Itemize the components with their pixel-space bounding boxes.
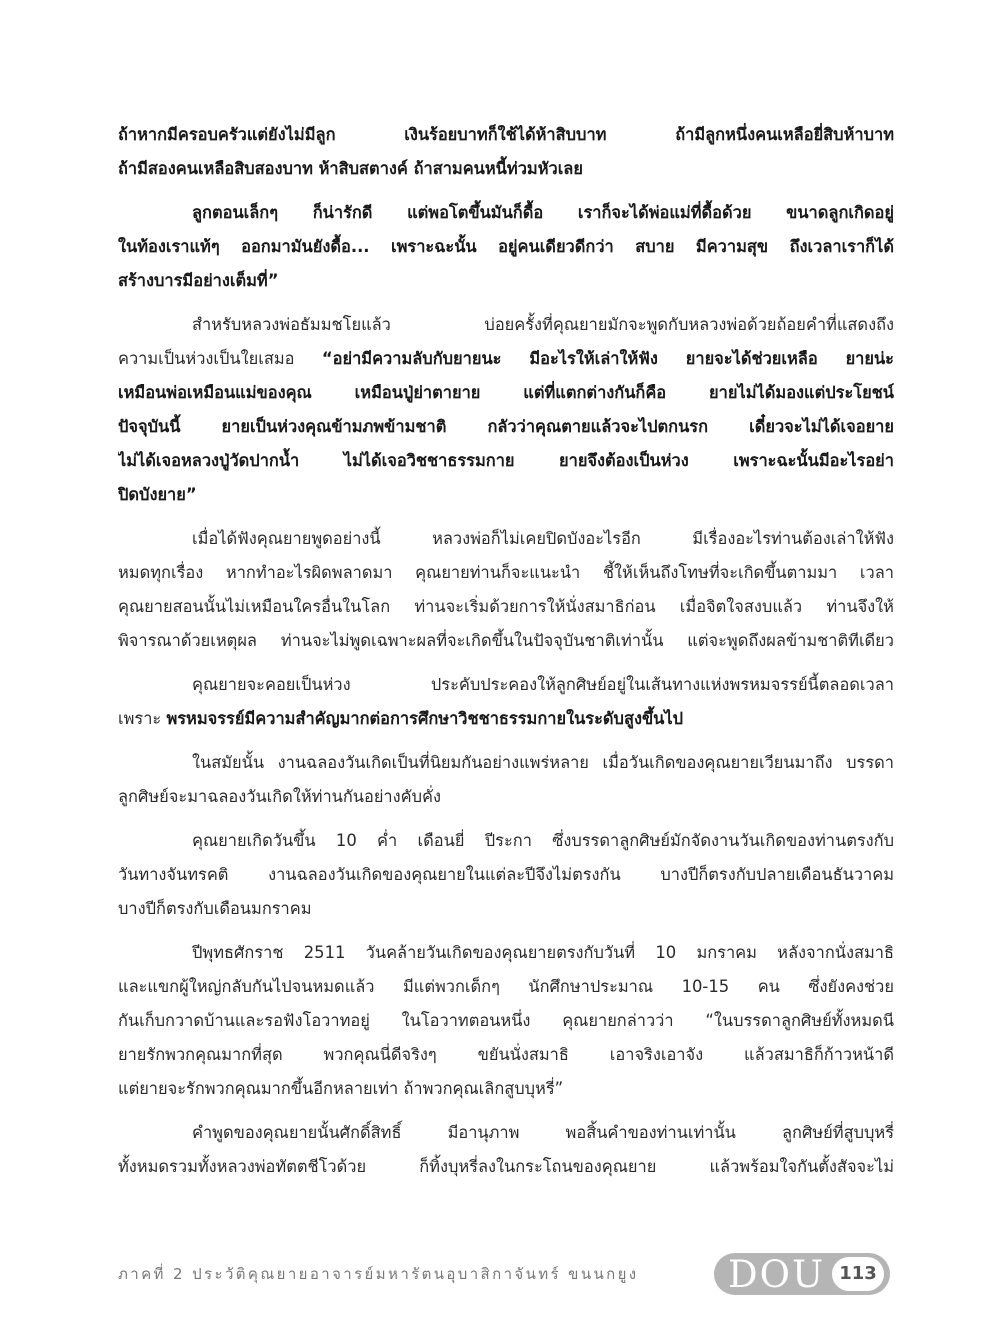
paragraph-9 [118,1116,894,1184]
text-line: เมื่อได้ฟังคุณยายพูดอย่างนี้ หลวงพ่อก็ไม่เคยปิดบังอะไรอีก มีเรื่องอะไรท่านต้องเล่าให้ฟัง [192,529,894,548]
page-body [118,118,894,1184]
text-line: สร้างบารมีอย่างเต็มที่” [118,271,279,290]
paragraph-1 [118,118,894,186]
text-line: และแขกผู้ใหญ่กลับกันไปจนหมดแล้ว มีแต่พวกเด็กๆ นักศึกษาประมาณ 10-15 คน ซึ่งยังคงช่วย [118,977,894,996]
bold-text: พรหมจรรย์มีความสำคัญมากต่อการศึกษาวิชชาธรรมกายในระดับสูงขึ้นไป [166,709,684,728]
text-line: เหมือนพ่อเหมือนแม่ของคุณ เหมือนปู่ย่าตายาย แต่ที่แตกต่างกันก็คือ ยายไม่ได้มองแต่ประโยชน์ [118,383,894,402]
paragraph-3 [118,308,894,512]
text-line: ลูกตอนเล็กๆ ก็น่ารักดี แต่พอโตขึ้นมันก็ดื้อ เราก็จะได้พ่อแม่ที่ดื้อด้วย ขนาดลูกเกิดอยู่ [192,203,894,222]
text-line: ในสมัยนั้น งานฉลองวันเกิดเป็นที่นิยมกันอย่างแพร่หลาย เมื่อวันเกิดของคุณยายเวียนมาถึง บรรดา [192,753,894,772]
text-line: สำหรับหลวงพ่อธัมมชโยแล้ว บ่อยครั้งที่คุณยายมักจะพูดกับหลวงพ่อด้วยถ้อยคำที่แสดงถึง [192,315,894,334]
text-line: คุณยายเกิดวันขึ้น 10 ค่ำ เดือนยี่ ปีระกา ซึ่งบรรดาลูกศิษย์มักจัดงานวันเกิดของท่านตรงกับ [192,831,894,850]
dou-logo-text: DOU [728,1253,826,1296]
text-line-mixed [118,342,894,376]
bold-quote: “อย่ามีความลับกับยายนะ มีอะไรให้เล่าให้ฟัง ยายจะได้ช่วยเหลือ ยายน่ะ [321,349,894,368]
text-line: บางปีก็ตรงกับเดือนมกราคม [118,899,312,918]
text-line: ถ้ามีสองคนเหลือสิบสองบาท ห้าสิบสตางค์ ถ้าสามคนหนี้ท่วมหัวเลย [118,159,583,178]
text-line: คำพูดของคุณยายนั้นศักดิ์สิทธิ์ มีอานุภาพ พอสิ้นคำของท่านเท่านั้น ลูกศิษย์ที่สูบบุหรี่ [192,1123,894,1142]
paragraph-8 [118,936,894,1106]
text-line: แต่ยายจะรักพวกคุณมากขึ้นอีกหลายเท่า ถ้าพวกคุณเลิกสูบบุหรี่” [118,1079,564,1098]
text-line: ไม่ได้เจอหลวงปู่วัดปากน้ำ ไม่ได้เจอวิชชาธรรมกาย ยายจึงต้องเป็นห่วง เพราะฉะนั้นมีอะไรอย่า [118,451,894,470]
page-footer [118,1250,894,1300]
paragraph-2 [118,196,894,298]
text-line: กันเก็บกวาดบ้านและรอฟังโอวาทอยู่ ในโอวาทตอนหนึ่ง คุณยายกล่าวว่า “ในบรรดาลูกศิษย์ทั้งหมดนี [118,1011,894,1030]
text-line: ปีพุทธศักราช 2511 วันคล้ายวันเกิดของคุณยายตรงกับวันที่ 10 มกราคม หลังจากนั่งสมาธิ [192,943,894,962]
paragraph-5 [118,668,894,736]
text-line: ทั้งหมดรวมทั้งหลวงพ่อทัตตชีโวด้วย ก็ทิ้งบุหรี่ลงในกระโถนของคุณยาย แล้วพร้อมใจกันตั้งสัจจะไม่ [118,1157,894,1176]
page-number: 113 [832,1257,884,1291]
text-line: คุณยายสอนนั้นไม่เหมือนใครอื่นในโลก ท่านจะเริ่มด้วยการให้นั่งสมาธิก่อน เมื่อจิตใจสงบแล้ว ท่านจึงให้ [118,597,894,616]
paragraph-6 [118,746,894,814]
paragraph-4 [118,522,894,658]
text-line: ลูกศิษย์จะมาฉลองวันเกิดให้ท่านกันอย่างคับคั่ง [118,787,441,806]
running-title: ภาคที่ 2 ประวัติคุณยายอาจารย์มหารัตนอุบาสิกาจันทร์ ขนนกยูง [118,1265,639,1283]
text-line: วันทางจันทรคติ งานฉลองวันเกิดของคุณยายในแต่ละปีจึงไม่ตรงกัน บางปีก็ตรงกับปลายเดือนธันวาคม [118,865,894,884]
text-line: ยายรักพวกคุณมากที่สุด พวกคุณนี่ดีจริงๆ ขยันนั่งสมาธิ เอาจริงเอาจัง แล้วสมาธิก็ก้าวหน้าดี [118,1045,894,1064]
text-line: ในท้องเราแท้ๆ ออกมามันยังดื้อ... เพราะฉะนั้น อยู่คนเดียวดีกว่า สบาย มีความสุข ถึงเวลาเราก็ได้ [118,237,894,256]
text-line: พิจารณาด้วยเหตุผล ท่านจะไม่พูดเฉพาะผลที่จะเกิดขึ้นในปัจจุบันชาติเท่านั้น แต่จะพูดถึงผลข้ามชาติทีเดียว [118,631,894,650]
normal-text: ความเป็นห่วงเป็นใยเสมอ [118,349,295,368]
text-line: ถ้าหากมีครอบครัวแต่ยังไม่มีลูก เงินร้อยบาทก็ใช้ได้ห้าสิบบาท ถ้ามีลูกหนึ่งคนเหลือยี่สิบห้าบาท [118,125,894,144]
text-line: ปัจจุบันนี้ ยายเป็นห่วงคุณข้ามภพข้ามชาติ กลัวว่าคุณตายแล้วจะไปตกนรก เดี๋ยวจะไม่ได้เจอยาย [118,417,894,436]
text-line-mixed [118,702,894,736]
normal-text: เพราะ [118,709,162,728]
paragraph-7 [118,824,894,926]
dou-badge [714,1253,890,1295]
text-line: คุณยายจะคอยเป็นห่วง ประคับประคองให้ลูกศิษย์อยู่ในเส้นทางแห่งพรหมจรรย์นี้ตลอดเวลา [192,675,894,694]
text-line: หมดทุกเรื่อง หากทำอะไรผิดพลาดมา คุณยายท่านก็จะแนะนำ ชี้ให้เห็นถึงโทษที่จะเกิดขึ้นตามมา เวลา [118,563,894,582]
text-line: ปิดบังยาย” [118,485,197,504]
